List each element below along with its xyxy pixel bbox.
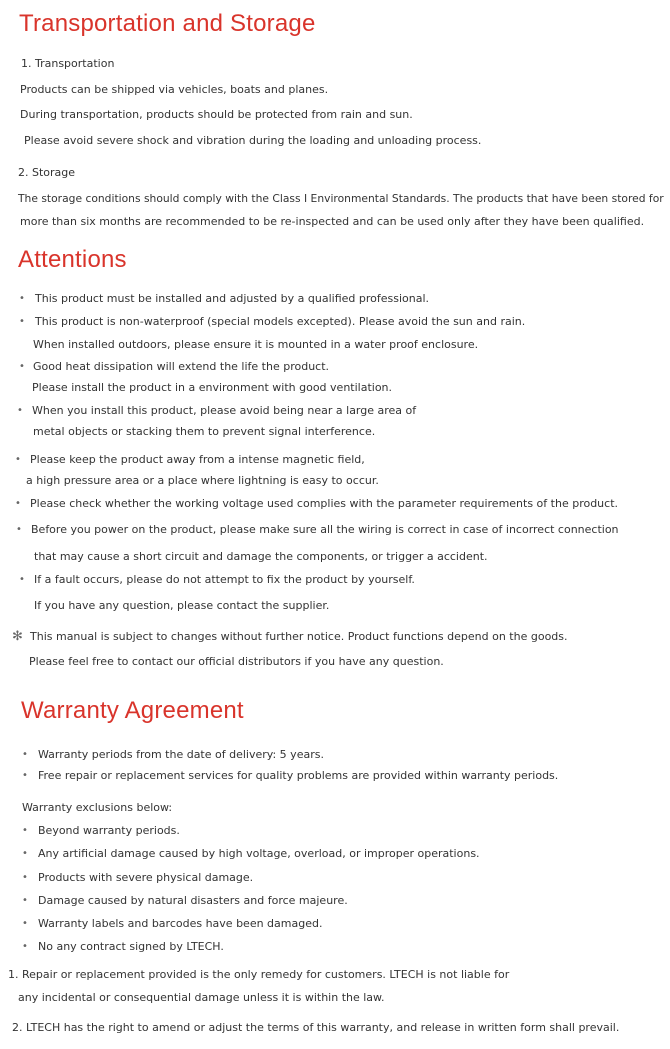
exclusion-item: No any contract signed by LTECH. xyxy=(38,940,224,953)
attention-line: If a fault occurs, please do not attempt to fix the product by yourself. xyxy=(34,573,415,586)
bullet-icon: • xyxy=(22,872,28,883)
storage-title: 2. Storage xyxy=(18,166,76,179)
bullet-icon: • xyxy=(22,848,28,859)
bullet-icon: • xyxy=(19,316,25,327)
attention-line: metal objects or stacking them to prevent signal interference. xyxy=(33,425,376,438)
transportation-storage-heading: Transportation and Storage xyxy=(19,10,316,37)
exclusion-item: Products with severe physical damage. xyxy=(38,871,254,884)
exclusion-item: Beyond warranty periods. xyxy=(38,824,180,837)
exclusion-item: Damage caused by natural disasters and force majeure. xyxy=(38,894,348,907)
bullet-icon: • xyxy=(19,574,25,585)
attention-line: Before you power on the product, please make sure all the wiring is correct in case of incorrect connection xyxy=(31,523,619,536)
exclusions-title: Warranty exclusions below: xyxy=(22,801,173,814)
exclusion-item: Any artificial damage caused by high voltage, overload, or improper operations. xyxy=(38,847,480,860)
bullet-icon: • xyxy=(19,293,25,304)
warranty-term-line: 1. Repair or replacement provided is the only remedy for customers. LTECH is not liable for xyxy=(8,968,510,981)
note-line: Please feel free to contact our official distributors if you have any question. xyxy=(29,655,444,668)
bullet-icon: • xyxy=(22,825,28,836)
bullet-icon: • xyxy=(22,895,28,906)
attention-line: Please keep the product away from a intense magnetic field, xyxy=(30,453,365,466)
warranty-term-line: 2. LTECH has the right to amend or adjust the terms of this warranty, and release in written form shall prevail. xyxy=(12,1021,620,1034)
note-line: This manual is subject to changes without further notice. Product functions depend on the goods. xyxy=(30,630,568,643)
warranty-period-line: Free repair or replacement services for quality problems are provided within warranty periods. xyxy=(38,769,559,782)
attention-line: Please check whether the working voltage used complies with the parameter requirements of the product. xyxy=(30,497,619,510)
attention-line: This product must be installed and adjusted by a qualified professional. xyxy=(35,292,430,305)
storage-line: more than six months are recommended to be re-inspected and can be used only after they have been qualified. xyxy=(20,215,645,228)
attention-line: a high pressure area or a place where lightning is easy to occur. xyxy=(26,474,379,487)
warranty-term-line: any incidental or consequential damage unless it is within the law. xyxy=(18,991,385,1004)
bullet-icon: • xyxy=(16,524,22,535)
transportation-title: 1. Transportation xyxy=(21,57,115,70)
exclusion-item: Warranty labels and barcodes have been damaged. xyxy=(38,917,323,930)
transportation-line: Please avoid severe shock and vibration during the loading and unloading process. xyxy=(24,134,482,147)
bullet-icon: • xyxy=(19,361,25,372)
bullet-icon: • xyxy=(17,405,23,416)
attention-line: When you install this product, please avoid being near a large area of xyxy=(32,404,417,417)
bullet-icon: • xyxy=(22,770,28,781)
attention-line: that may cause a short circuit and damage the components, or trigger a accident. xyxy=(34,550,488,563)
warranty-heading: Warranty Agreement xyxy=(21,697,244,724)
storage-line: The storage conditions should comply with the Class I Environmental Standards. The products that have been stored for xyxy=(18,192,664,205)
bullet-icon: • xyxy=(22,749,28,760)
transportation-line: Products can be shipped via vehicles, boats and planes. xyxy=(20,83,329,96)
bullet-icon: • xyxy=(22,918,28,929)
bullet-icon: • xyxy=(15,454,21,465)
attention-line: This product is non-waterproof (special models excepted). Please avoid the sun and rain. xyxy=(35,315,526,328)
attentions-heading: Attentions xyxy=(18,246,127,273)
attention-line: Good heat dissipation will extend the life the product. xyxy=(33,360,330,373)
bullet-icon: • xyxy=(22,941,28,952)
asterisk-note-icon: ✻ xyxy=(12,629,23,644)
warranty-period-line: Warranty periods from the date of delivery: 5 years. xyxy=(38,748,324,761)
transportation-line: During transportation, products should be protected from rain and sun. xyxy=(20,108,413,121)
attention-line: If you have any question, please contact the supplier. xyxy=(34,599,330,612)
bullet-icon: • xyxy=(15,498,21,509)
attention-line: When installed outdoors, please ensure it is mounted in a water proof enclosure. xyxy=(33,338,479,351)
attention-line: Please install the product in a environment with good ventilation. xyxy=(32,381,393,394)
